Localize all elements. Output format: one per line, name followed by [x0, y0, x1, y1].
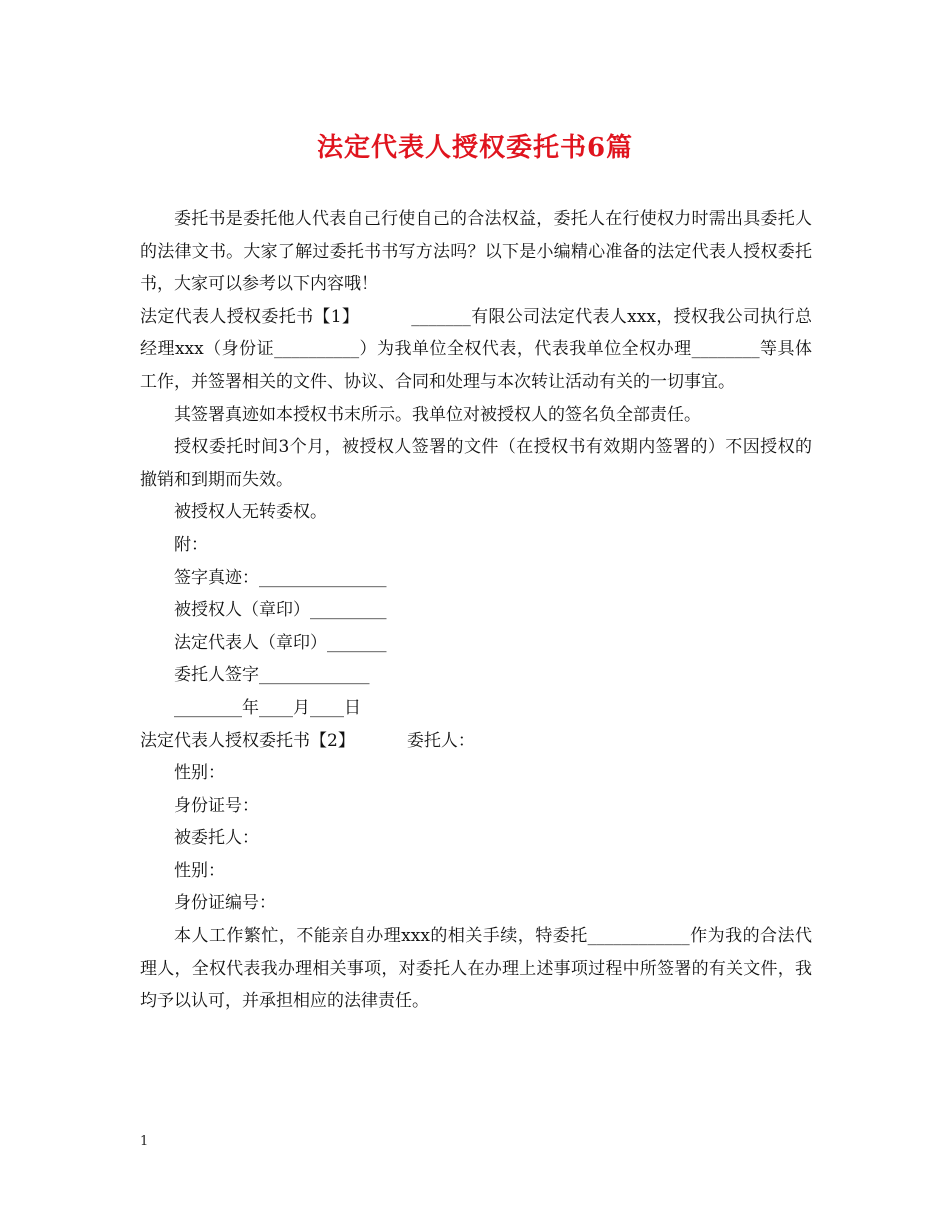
signature-line: 签字真迹：_______________ — [174, 567, 387, 588]
section-1-paragraph-4: 被授权人无转委权。 — [174, 502, 327, 523]
legal-representative-seal-line: 法定代表人（章印）_______ — [174, 632, 387, 653]
document-title: 法定代表人授权委托书6篇 — [316, 133, 634, 163]
authorized-person-seal-line: 被授权人（章印）_________ — [174, 600, 387, 621]
agent-label: 被委托人： — [174, 828, 259, 849]
section-1-attachment-label: 附： — [174, 534, 208, 555]
section-2-first-paragraph — [140, 725, 812, 758]
agent-gender-label: 性别： — [174, 860, 225, 881]
principal-id-label: 身份证号： — [174, 795, 259, 816]
section-1-paragraph-3: 授权委托时间3个月，被授权人签署的文件（在授权书有效期内签署的）不因授权的撤销和到期而失效。 — [140, 437, 812, 490]
document-body — [140, 203, 812, 1018]
agent-id-label: 身份证编号： — [174, 893, 276, 914]
principal-label: 委托人： — [406, 730, 475, 751]
section-1-heading: 法定代表人授权委托书【1】 — [140, 306, 360, 327]
principal-gender-label: 性别： — [174, 763, 225, 784]
section-1-paragraph-2: 其签署真迹如本授权书末所示。我单位对被授权人的签名负全部责任。 — [174, 404, 701, 425]
page-number: 1 — [140, 1134, 149, 1149]
section-1-paragraph-1: _______有限公司法定代表人xxx，授权我公司执行总经理xxx（身份证__________）为我单位全权代表，代表我单位全权办理________等具体工作，并签署相关的文件、协议、合同和处理与本次转让活动有关的一切事宜。 — [140, 306, 812, 392]
principal-signature-line: 委托人签字_____________ — [174, 665, 370, 686]
section-2-heading: 法定代表人授权委托书【2】 — [140, 730, 355, 751]
date-line: ________年____月____日 — [174, 697, 361, 718]
intro-paragraph: 委托书是委托他人代表自己行使自己的合法权益，委托人在行使权力时需出具委托人的法律文书。大家了解过委托书书写方法吗？以下是小编精心准备的法定代表人授权委托书，大家可以参考以下内容哦！ — [140, 209, 812, 295]
section-2-paragraph: 本人工作繁忙，不能亲自办理xxx的相关手续，特委托____________作为我的合法代理人，全权代表我办理相关事项，对委托人在办理上述事项过程中所签署的有关文件，我均予以认可，并承担相应的法律责任。 — [140, 926, 812, 1012]
section-1-first-paragraph — [140, 301, 812, 399]
